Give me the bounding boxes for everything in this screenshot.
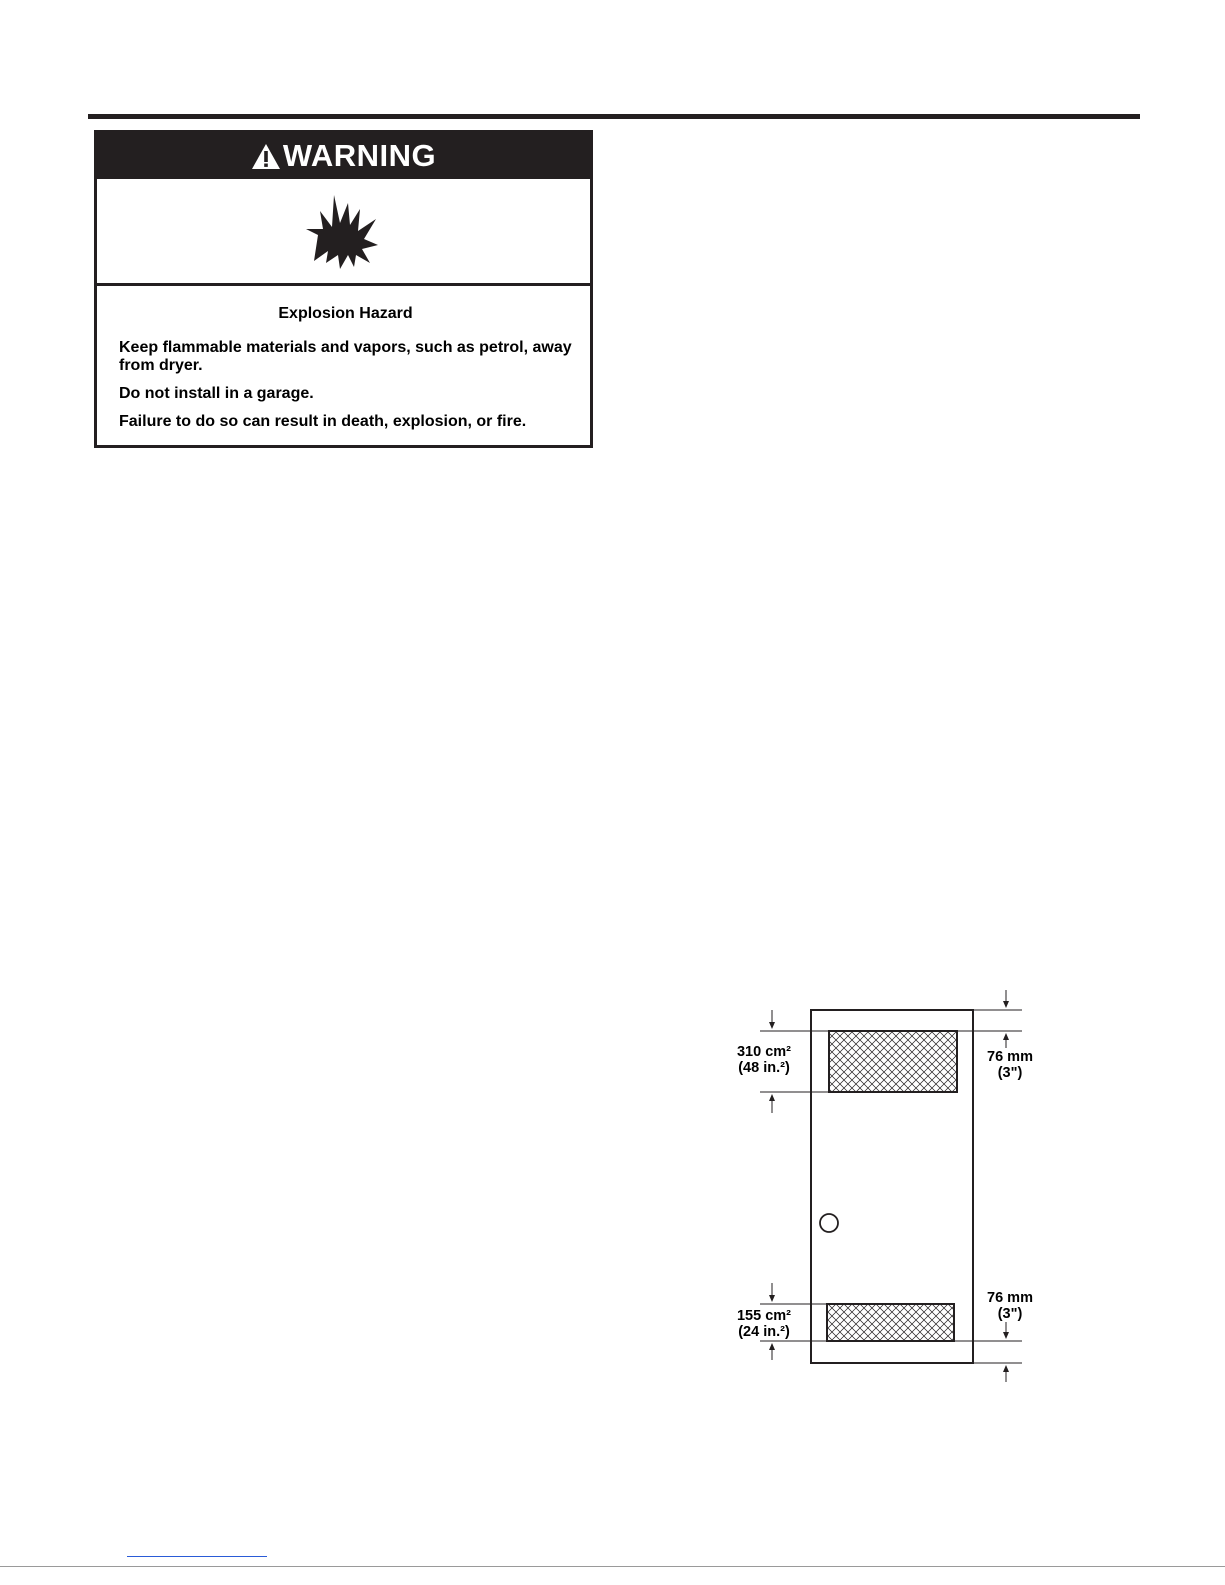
bottom-clearance-imperial: (3") [997,1306,1023,1322]
hazard-title: Explosion Hazard [278,305,413,322]
explosion-icon [304,189,384,273]
closet-door-vent-diagram [720,980,1050,1390]
top-vent-area-label [720,1044,808,1076]
top-vent-area-metric: 310 cm² [736,1044,791,1060]
warning-triangle-icon [251,143,281,170]
top-clearance-label [970,1049,1050,1081]
warning-text [119,305,572,441]
bottom-clearance-metric: 76 mm [987,1290,1033,1306]
top-clearance-metric: 76 mm [987,1049,1033,1065]
header-rule [88,114,1140,119]
bottom-vent-area-imperial: (24 in.²) [738,1324,790,1340]
footer-rule [0,1566,1225,1567]
top-clearance-imperial: (3") [997,1065,1023,1081]
bottom-clearance-label [970,1290,1050,1322]
bottom-vent-area-metric: 155 cm² [736,1308,791,1324]
bottom-vent-area-label [720,1308,808,1340]
symbol-area [97,179,590,286]
top-vent-area-imperial: (48 in.²) [738,1060,790,1076]
bottom-vent [827,1304,954,1341]
warning-header [97,133,590,179]
warning-line-2: Do not install in a garage. [119,385,314,402]
warning-line-3: Failure to do so can result in death, explosion, or fire. [119,413,527,430]
door-knob [820,1214,838,1232]
top-vent [829,1031,957,1092]
footer-link-underline[interactable] [127,1556,267,1557]
warning-line-1: Keep flammable materials and vapors, such as petrol, away from dryer. [119,339,572,374]
warning-title: WARNING [282,138,437,173]
warning-box [94,130,593,448]
